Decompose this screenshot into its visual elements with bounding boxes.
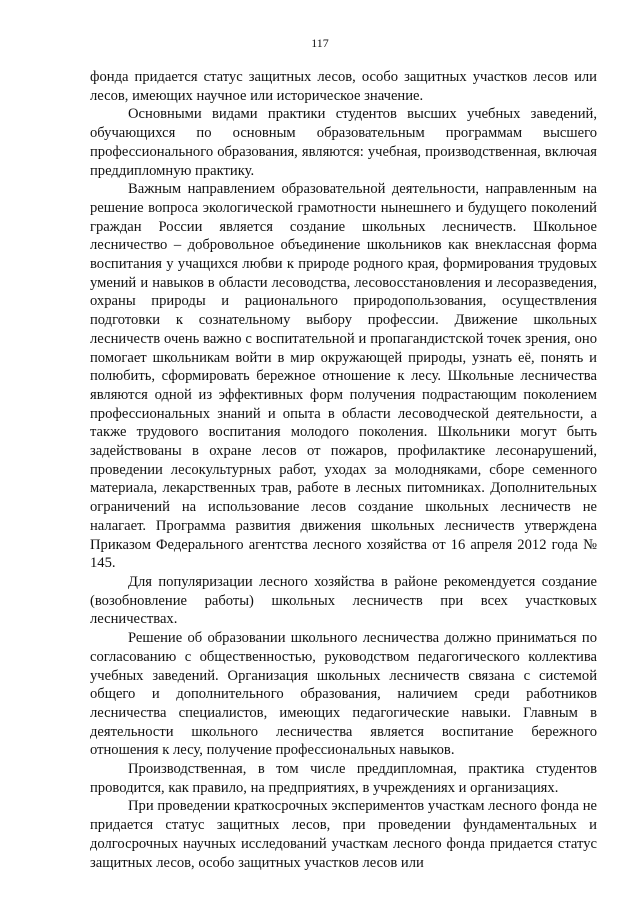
paragraph: При проведении краткосрочных экспериментов участкам лесного фонда не придается статус защитных лесов, при проведении фундаментальных и долгосрочных научных исследований участкам лесного фонда придается статус защитных лесов, особо защитных участков лесов или	[90, 798, 597, 871]
body-text	[90, 68, 597, 872]
paragraph: фонда придается статус защитных лесов, особо защитных участков лесов или лесов, имеющих научное или историческое значение.	[90, 69, 597, 104]
paragraph: Для популяризации лесного хозяйства в районе рекомендуется создание (возобновление работы) школьных лесничеств при всех участковых лесничествах.	[90, 573, 597, 628]
paragraph: Производственная, в том числе преддипломная, практика студентов проводится, как правило, на предприятиях, в учреждениях и организациях.	[90, 761, 597, 796]
paragraph: Решение об образовании школьного лесничества должно приниматься по согласованию с общественностью, руководством педагогического коллектива учебных заведений. Организация школьных лесничеств связана с системой общего и дополнительного образования, наличием среди работников лесничества специалистов, имеющих педагогические навыки. Главным в деятельности школьного лесничества является воспитание бережного отношения к лесу, получение профессиональных навыков.	[90, 630, 597, 759]
paragraph: Важным направлением образовательной деятельности, направленным на решение вопроса экологической грамотности нынешнего и будущего поколений граждан России является создание школьных лесничеств. Школьное лесничество – добровольное объединение школьников как внеклассная форма воспитания у учащихся любви к природе родного края, формирования трудовых умений и навыков в области лесоводства, лесовосстановления и лесоразведения, охраны природы и рационального природопользования, осуществления подготовки к сознательному выбору профессии. Движение школьных лесничеств очень важно с воспитательной и пропагандистской точек зрения, оно помогает школьникам войти в мир окружающей природы, узнать её, понять и полюбить, сформировать бережное отношение к лесу. Школьные лесничества являются одной из эффективных форм получения подрастающим поколением профессиональных знаний и опыта в области лесоводческой деятельности, а также трудового воспитания молодого поколения. Школьники могут быть задействованы в охране лесов от пожаров, профилактике лесонарушений, проведении лесокультурных работ, уходах за молодняками, сборе семенного материала, лекарственных трав, работе в лесных питомниках. Дополнительных ограничений на использование лесов создание школьных лесничеств не налагает. Программа развития движения школьных лесничеств утверждена Приказом Федерального агентства лесного хозяйства от 16 апреля 2012 года № 145.	[90, 181, 597, 572]
page-number: 117	[311, 36, 329, 50]
paragraph: Основными видами практики студентов высших учебных заведений, обучающихся по основным образовательным программам высшего профессионального образования, являются: учебная, производственная, включая преддипломную практику.	[90, 106, 597, 179]
